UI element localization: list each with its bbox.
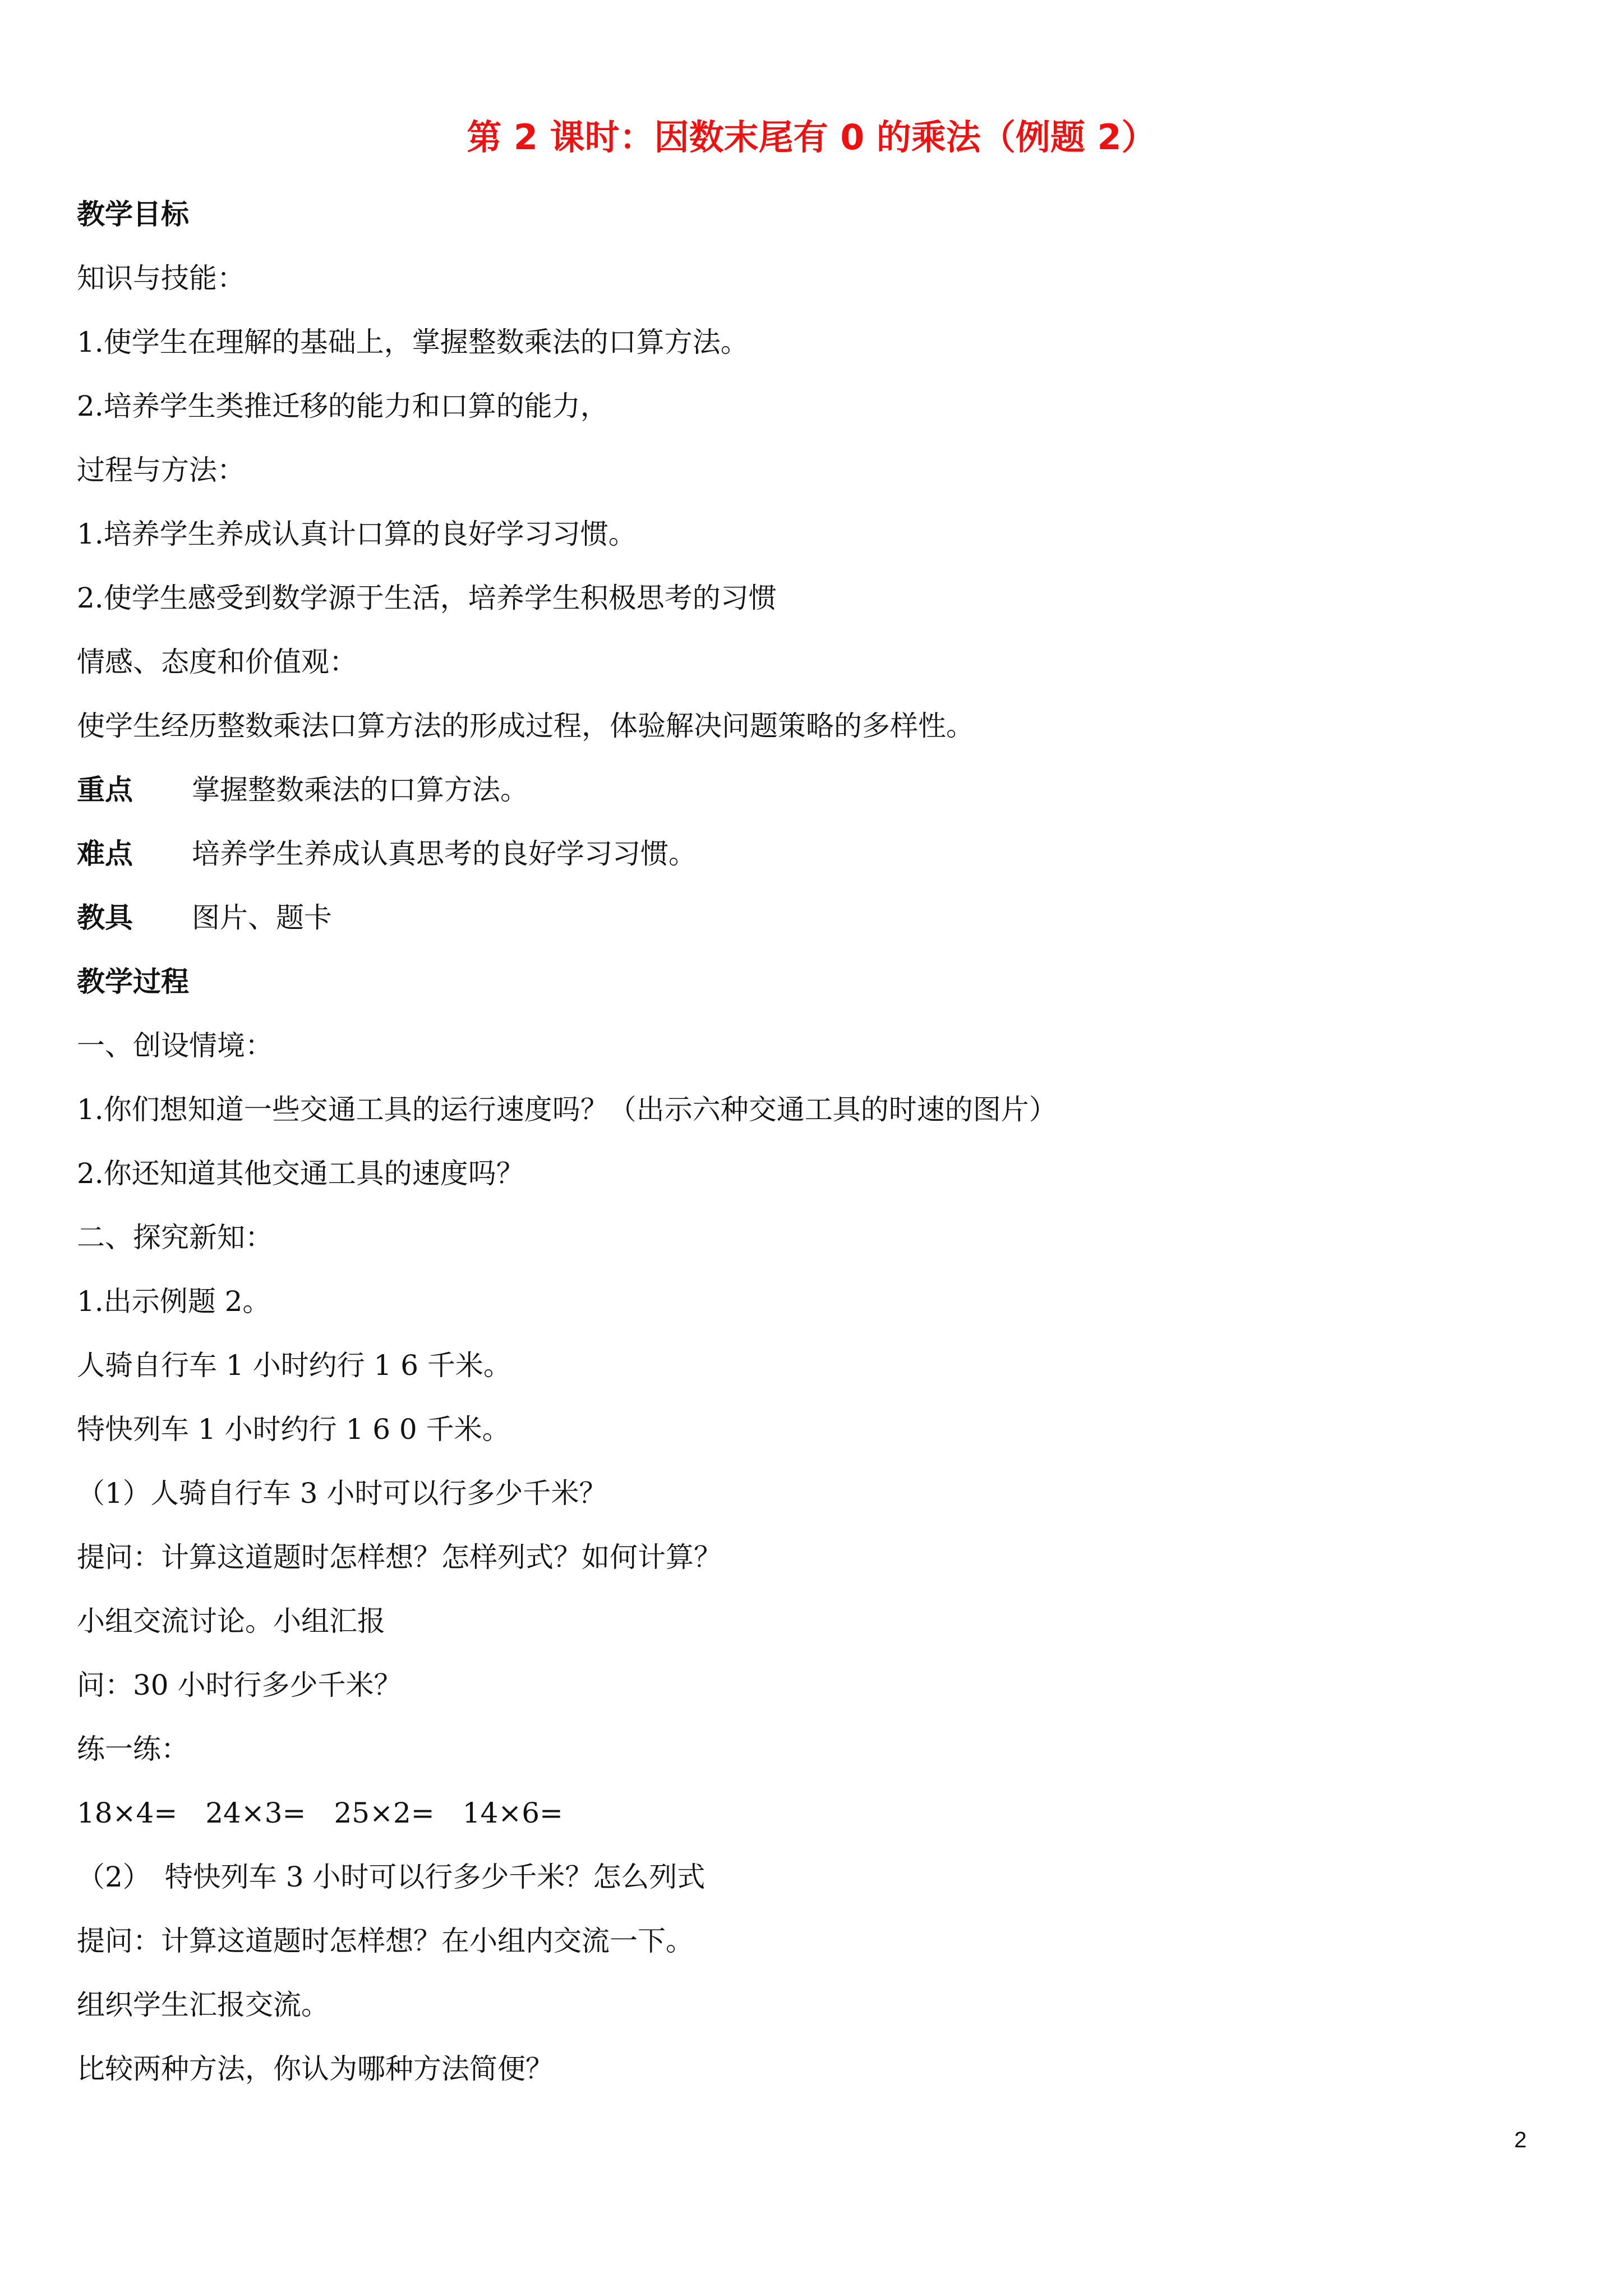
process-line: 练一练：: [77, 1733, 189, 1765]
process-line: 比较两种方法，你认为哪种方法简便？: [77, 2053, 554, 2085]
difficulty-row: [77, 831, 1546, 895]
difficulty-value: 培养学生养成认真思考的良好学习习惯。: [192, 838, 697, 870]
process-line: 2.你还知道其他交通工具的速度吗？: [77, 1157, 524, 1190]
exercise-equations: 18×4= 24×3= 25×2= 14×6=: [77, 1797, 563, 1829]
process-line: 提问：计算这道题时怎样想？怎样列式？如何计算？: [77, 1541, 722, 1573]
process-line: 提问：计算这道题时怎样想？在小组内交流一下。: [77, 1925, 694, 1957]
page-number: 2: [1514, 2128, 1527, 2152]
lesson-title: 第 2 课时：因数末尾有 0 的乘法（例题 2）: [467, 117, 1156, 158]
process-line: （2） 特快列车 3 小时可以行多少千米？怎么列式: [77, 1861, 706, 1893]
document-body: [77, 192, 1546, 2110]
teaching-aids-row: [77, 895, 1546, 959]
teaching-aids-label: 教具: [77, 901, 133, 934]
process-line: 1.你们想知道一些交通工具的运行速度吗？（出示六种交通工具的时速的图片）: [77, 1093, 1057, 1126]
process-line: 组织学生汇报交流。: [77, 1989, 329, 2021]
goal-line: 1.使学生在理解的基础上，掌握整数乘法的口算方法。: [77, 326, 749, 358]
heading-goals: 教学目标: [77, 198, 189, 231]
process-line: 二、探究新知：: [77, 1221, 273, 1254]
key-point-row: [77, 767, 1546, 831]
key-point-value: 掌握整数乘法的口算方法。: [192, 774, 528, 806]
goal-line: 情感、态度和价值观：: [77, 646, 357, 678]
teaching-aids-value: 图片、题卡: [192, 901, 332, 934]
goal-line: 2.培养学生类推迁移的能力和口算的能力，: [77, 390, 608, 422]
process-line: 一、创设情境：: [77, 1029, 273, 1062]
goal-line: 知识与技能：: [77, 262, 245, 295]
goal-line: 1.培养学生养成认真计口算的良好学习习惯。: [77, 518, 637, 550]
process-line: 1.出示例题 2。: [77, 1285, 271, 1318]
process-line: 小组交流讨论。小组汇报: [77, 1605, 385, 1637]
goal-line: 2.使学生感受到数学源于生活，培养学生积极思考的习惯: [77, 582, 777, 614]
process-line: （1）人骑自行车 3 小时可以行多少千米？: [77, 1477, 607, 1510]
difficulty-label: 难点: [77, 838, 133, 870]
goal-line: 使学生经历整数乘法口算方法的形成过程，体验解决问题策略的多样性。: [77, 710, 974, 742]
process-line: 人骑自行车 1 小时约行 1 6 千米。: [77, 1349, 511, 1382]
goal-line: 过程与方法：: [77, 454, 245, 486]
process-line: 特快列车 1 小时约行 1 6 0 千米。: [77, 1413, 510, 1446]
process-line: 问：30 小时行多少千米？: [77, 1669, 402, 1701]
heading-process: 教学过程: [77, 965, 189, 998]
key-point-label: 重点: [77, 774, 133, 806]
